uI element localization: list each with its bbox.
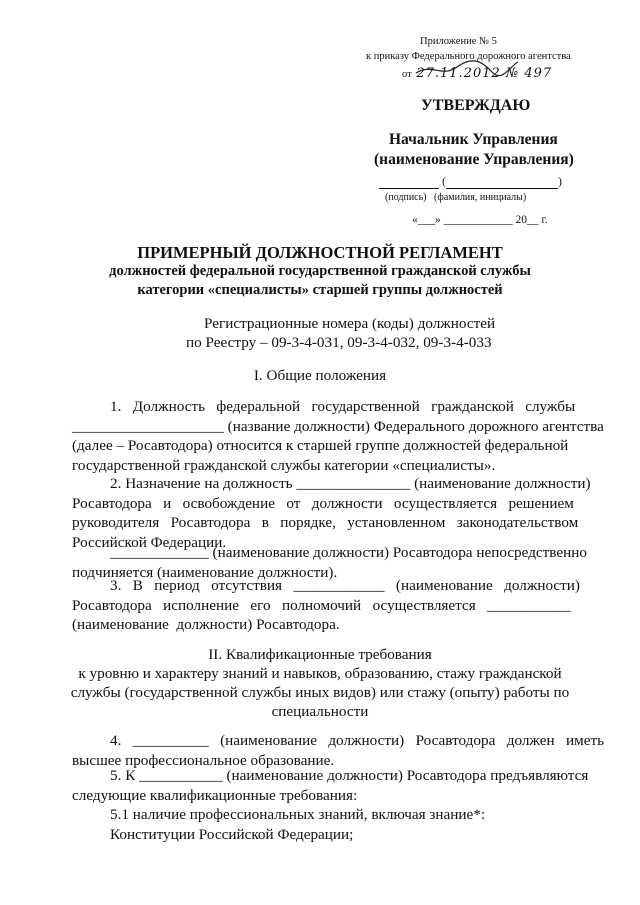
p1-line-4: государственной гражданской службы категории «специалисты». <box>72 456 496 474</box>
appendix-line-1: Приложение № 5 <box>420 36 497 47</box>
p4-line-1: 4. __________ (наименование должности) Росавтодора должен иметь <box>110 732 605 749</box>
document-subtitle-2: категории «специалисты» старшей группы должностей <box>137 282 503 298</box>
p2b-line-1: _____________ (наименование должности) Росавтодора непосредственно <box>110 544 587 561</box>
signature-caption: (подпись) (фамилия, инициалы) <box>385 192 527 203</box>
p5-line-2: следующие квалификационные требования: <box>72 786 358 804</box>
document-subtitle-1: должностей федеральной государственной гражданской службы <box>109 263 531 279</box>
sign-open-paren: ( <box>442 174 446 188</box>
section-2-heading: II. Квалификационные требования <box>208 646 432 663</box>
document-title: ПРИМЕРНЫЙ ДОЛЖНОСТНОЙ РЕГЛАМЕНТ <box>137 243 503 262</box>
p1-line-3: (далее – Росавтодора) относится к старшей группе должностей федеральной <box>72 437 569 454</box>
section-1-heading: I. Общие положения <box>253 367 387 384</box>
p3-line-2: Росавтодора исполнение его полномочий осуществляется ___________ <box>72 596 571 614</box>
paragraph-1 <box>72 397 602 475</box>
p3-line-1: 3. В период отсутствия ____________ (наименование должности) <box>110 577 580 594</box>
paragraph-5-2: Конституции Российской Федерации; <box>110 826 354 843</box>
signature-blank <box>379 188 439 189</box>
paragraph-3 <box>72 576 602 635</box>
handwriting-scribble-icon <box>412 58 522 80</box>
chief-title: Начальник Управления <box>389 131 558 148</box>
sign-close-paren: ) <box>558 174 562 188</box>
paragraph-4 <box>72 731 605 770</box>
p5-line-1: 5. К ___________ (наименование должности) Росавтодора предъявляются <box>110 767 589 784</box>
department-name: (наименование Управления) <box>374 151 574 168</box>
paragraph-5-1: 5.1 наличие профессиональных знаний, включая знание*: <box>110 806 486 823</box>
section-2-subheading-1: к уровню и характеру знаний и навыков, образованию, стажу гражданской <box>78 665 562 682</box>
section-2-subheading-2: службы (государственной службы иных видов) или стажу (опыту) работы по <box>70 684 570 701</box>
signature-line <box>379 174 562 189</box>
p2b-line-2: подчиняется (наименование должности). <box>72 563 338 581</box>
p2-line-3: руководителя Росавтодора в порядке, установленном законодательством <box>72 514 579 531</box>
p2-line-4: Российской Федерации. <box>72 533 227 551</box>
paragraph-5 <box>72 766 602 805</box>
registry-line-2: по Реестру – 09-3-4-031, 09-3-4-032, 09-3-4-033 <box>186 334 492 351</box>
p1-line-1: 1. Должность федеральной государственной гражданской службы <box>110 398 576 415</box>
approval-date: «___» ____________ 20__ г. <box>412 214 548 226</box>
paragraph-2 <box>72 474 602 552</box>
section-2-subheading-3: специальности <box>271 703 369 720</box>
handwritten-order-number: 27.11.2012 № 497 <box>416 66 553 81</box>
appendix-line-2: к приказу Федерального дорожного агентства <box>366 51 571 62</box>
p2-line-2: Росавтодора и освобождение от должности осуществляется решением <box>72 494 574 512</box>
registry-line-1: Регистрационные номера (коды) должностей <box>204 315 496 332</box>
order-date-prefix: от <box>402 69 412 80</box>
p1-line-2: ____________________ (название должности) Федерального дорожного агентства <box>72 417 604 435</box>
p3-line-3: (наименование должности) Росавтодора. <box>72 616 340 633</box>
p4-line-2: высшее профессиональное образование. <box>72 751 335 769</box>
approve-label: УТВЕРЖДАЮ <box>421 97 531 114</box>
p2-line-1: 2. Назначение на должность _______________ (наименование должности) <box>110 475 591 492</box>
name-blank <box>446 188 558 189</box>
